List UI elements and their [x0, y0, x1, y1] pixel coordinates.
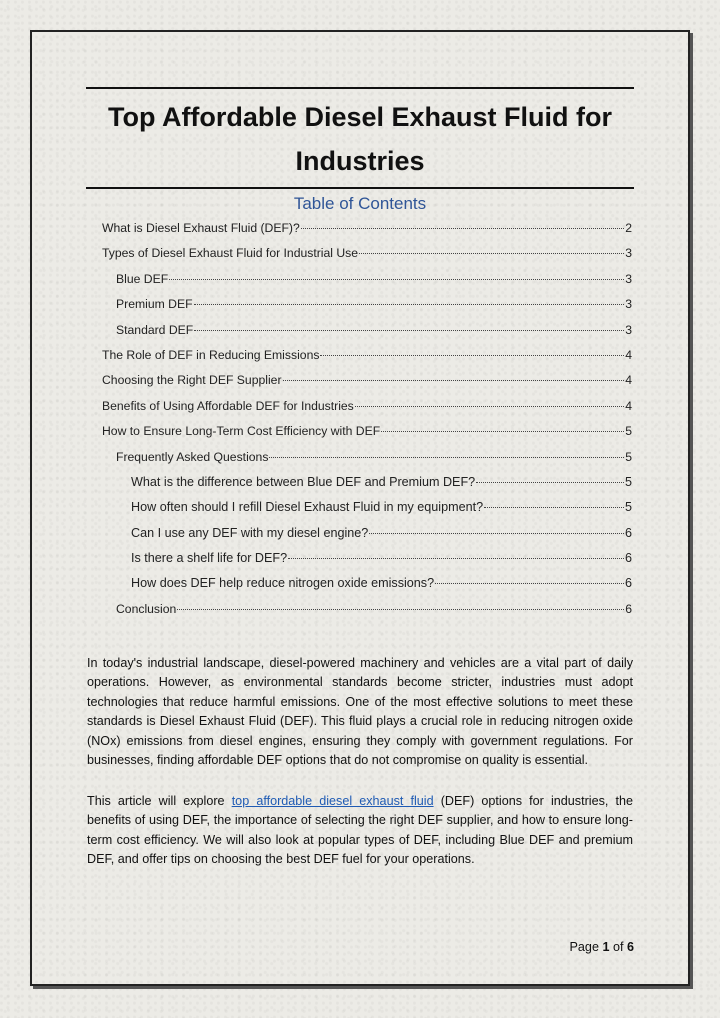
toc-entry-text: How does DEF help reduce nitrogen oxide emissions?: [131, 576, 435, 591]
footer-total-pages: 6: [626, 940, 634, 954]
paragraph2-after: (DEF) options for industries, the benefits of using DEF, the importance of selecting the right DEF supplier, and how to ensure long-term cost efficiency. We will also look at popular types of DEF, including Blue DEF and premium DEF, and offer tips on choosing the best DEF fuel for your operations.: [87, 794, 633, 867]
toc-dot-leader: [484, 507, 624, 508]
page-footer: [570, 940, 634, 954]
toc-dot-leader: [177, 609, 624, 610]
toc-entry-text: Standard DEF: [116, 322, 194, 337]
toc-entry[interactable]: [102, 318, 632, 343]
toc-entry-page: 6: [625, 601, 632, 616]
toc-dot-leader: [194, 330, 624, 331]
toc-entry[interactable]: [102, 394, 632, 419]
top-affordable-def-link[interactable]: top affordable diesel exhaust fluid: [231, 794, 434, 808]
toc-entry[interactable]: [102, 343, 632, 368]
toc-entry-page: 4: [625, 347, 632, 362]
toc-dot-leader: [301, 228, 624, 229]
toc-dot-leader: [288, 558, 624, 559]
toc-dot-leader: [169, 279, 624, 280]
toc-entry-page: 5: [624, 500, 632, 515]
footer-page-number: 1: [602, 940, 610, 954]
table-of-contents: [102, 216, 632, 622]
toc-dot-leader: [381, 431, 624, 432]
toc-entry-text: Premium DEF: [116, 297, 193, 312]
toc-entry-text: The Role of DEF in Reducing Emissions: [102, 347, 320, 362]
toc-entry-text: How often should I refill Diesel Exhaust Fluid in my equipment?: [131, 500, 484, 515]
title-line-2: Industries: [295, 146, 425, 176]
toc-entry[interactable]: [102, 470, 632, 495]
toc-entry-page: 6: [624, 551, 632, 566]
toc-entry[interactable]: [102, 419, 632, 444]
toc-dot-leader: [369, 533, 624, 534]
toc-entry-page: 4: [625, 373, 632, 388]
toc-entry-page: 5: [625, 424, 632, 439]
toc-entry-page: 3: [625, 297, 632, 312]
toc-dot-leader: [435, 583, 624, 584]
footer-mid: of: [609, 940, 627, 954]
toc-entry-page: 3: [625, 271, 632, 286]
title-line-1: Top Affordable Diesel Exhaust Fluid for: [107, 102, 613, 132]
toc-entry[interactable]: [102, 597, 632, 622]
toc-entry-text: Blue DEF: [116, 271, 169, 286]
toc-entry-text: Can I use any DEF with my diesel engine?: [131, 525, 369, 540]
toc-dot-leader: [355, 406, 624, 407]
toc-entry[interactable]: [102, 495, 632, 520]
toc-dot-leader: [476, 482, 624, 483]
toc-entry-text: Benefits of Using Affordable DEF for Industries: [102, 398, 354, 413]
toc-entry-page: 5: [624, 474, 632, 489]
toc-entry-text: What is the difference between Blue DEF and Premium DEF?: [131, 474, 476, 489]
toc-entry[interactable]: [102, 267, 632, 292]
toc-entry[interactable]: [102, 445, 632, 470]
intro-paragraph: In today's industrial landscape, diesel-powered machinery and vehicles are a vital part of daily operations. However, as environmental standards become stricter, industries must adopt technologies that reduce harmful emissions. One of the most effective solutions to meet these standards is Diesel Exhaust Fluid (DEF). This fluid plays a crucial role in reducing nitrogen oxide (NOx) emissions from diesel engines, ensuring they comply with government regulations. For businesses, finding affordable DEF options that do not compromise on quality is essential.: [87, 656, 633, 768]
toc-dot-leader: [359, 253, 624, 254]
toc-dot-leader: [194, 304, 625, 305]
toc-entry-text: Is there a shelf life for DEF?: [131, 551, 288, 566]
toc-entry-text: What is Diesel Exhaust Fluid (DEF)?: [102, 221, 300, 235]
toc-entry-page: 3: [625, 246, 632, 261]
toc-entry[interactable]: [102, 241, 632, 266]
paragraph2-before: This article will explore: [87, 794, 232, 808]
toc-entry[interactable]: [102, 216, 632, 241]
toc-entry-page: 3: [625, 322, 632, 337]
toc-entry[interactable]: [102, 368, 632, 393]
toc-heading: Table of Contents: [293, 194, 427, 213]
toc-dot-leader: [283, 380, 625, 381]
toc-entry-text: Conclusion: [116, 601, 177, 616]
toc-entry[interactable]: [102, 292, 632, 317]
page-title: [86, 95, 634, 183]
toc-entry[interactable]: [102, 546, 632, 571]
toc-dot-leader: [269, 457, 624, 458]
toc-entry-page: 6: [624, 525, 632, 540]
footer-prefix: Page: [569, 940, 603, 954]
toc-entry-page: 4: [625, 398, 632, 413]
toc-entry-page: 5: [625, 449, 632, 464]
toc-entry-text: Types of Diesel Exhaust Fluid for Industrial Use: [102, 246, 359, 261]
toc-entry-text: Frequently Asked Questions: [116, 449, 269, 464]
toc-entry[interactable]: [102, 521, 632, 546]
toc-dot-leader: [320, 355, 624, 356]
toc-entry[interactable]: [102, 571, 632, 596]
title-block: [86, 87, 634, 189]
toc-entry-page: 6: [624, 576, 632, 591]
toc-entry-text: How to Ensure Long-Term Cost Efficiency with DEF: [102, 424, 381, 439]
second-paragraph: [87, 792, 633, 870]
toc-entry-text: Choosing the Right DEF Supplier: [102, 373, 282, 388]
toc-entry-page: 2: [625, 221, 632, 235]
